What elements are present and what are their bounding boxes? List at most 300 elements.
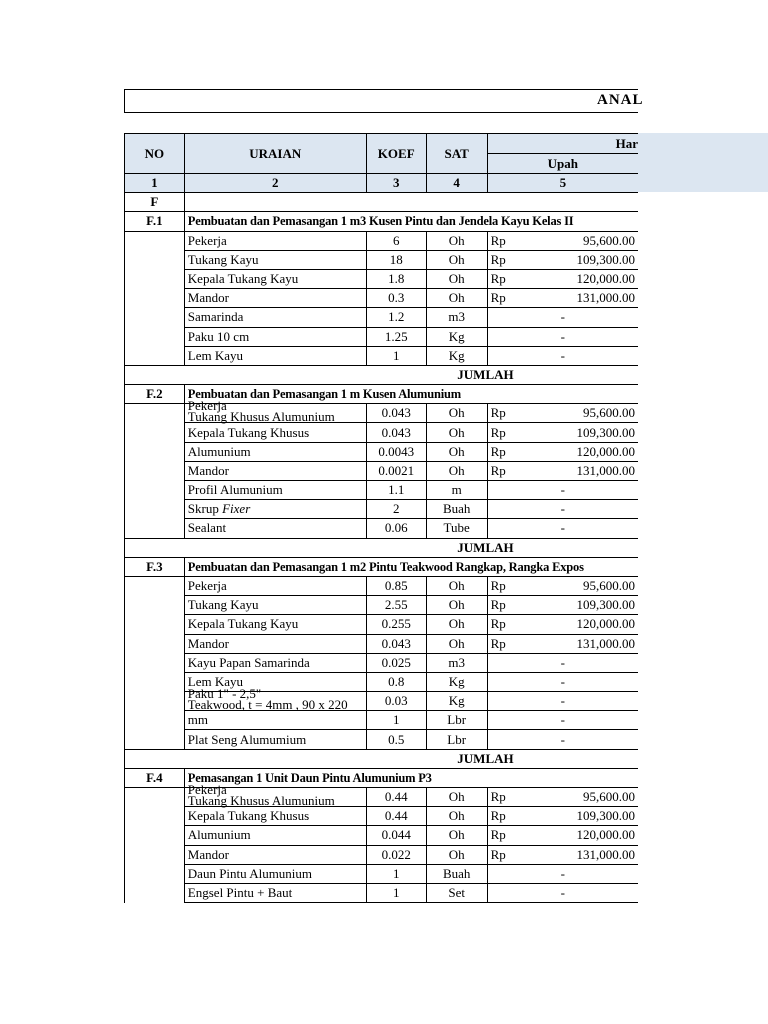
header-uraian: URAIAN bbox=[184, 134, 366, 174]
uraian-cell bbox=[184, 730, 366, 749]
currency-label: Rp bbox=[490, 789, 506, 805]
table-row bbox=[125, 788, 639, 807]
price-value: 109,300.00 bbox=[576, 597, 635, 613]
price-cell bbox=[487, 250, 638, 269]
sat-cell: Oh bbox=[426, 461, 487, 480]
price-wrap bbox=[491, 426, 635, 440]
price-cell bbox=[487, 672, 638, 691]
table-row bbox=[125, 289, 639, 308]
price-dash: - bbox=[560, 328, 565, 344]
no-cell-blank bbox=[125, 826, 185, 845]
price-wrap bbox=[491, 406, 635, 420]
uraian-cell bbox=[184, 346, 366, 365]
koef-cell: 1.8 bbox=[366, 269, 426, 288]
no-cell-blank bbox=[125, 634, 185, 653]
header-koef: KOEF bbox=[366, 134, 426, 174]
table-row bbox=[125, 576, 639, 595]
price-cell bbox=[487, 826, 638, 845]
uraian-cell bbox=[184, 596, 366, 615]
no-cell-blank bbox=[125, 883, 185, 902]
price-cell bbox=[487, 634, 638, 653]
uraian-cell bbox=[184, 864, 366, 883]
header-index-4: 4 bbox=[426, 174, 487, 193]
no-cell-blank bbox=[125, 596, 185, 615]
koef-cell: 0.255 bbox=[366, 615, 426, 634]
price-dash: - bbox=[560, 482, 565, 498]
uraian-text: Kepala Tukang Kayu bbox=[187, 271, 299, 287]
table-row bbox=[125, 596, 639, 615]
price-dash: - bbox=[560, 693, 565, 709]
table-row bbox=[125, 308, 639, 327]
uraian-text: Mandor bbox=[187, 846, 229, 862]
group-title-row bbox=[125, 212, 639, 231]
uraian-cell bbox=[184, 461, 366, 480]
uraian-text: Teakwood, t = 4mm , 90 x 220 bbox=[187, 697, 348, 713]
price-wrap bbox=[491, 809, 635, 823]
currency-label: Rp bbox=[490, 232, 506, 248]
koef-cell: 0.043 bbox=[366, 404, 426, 423]
uraian-cell bbox=[184, 883, 366, 902]
uraian-overflow-text: Pekerja bbox=[187, 782, 227, 797]
koef-cell: 1.1 bbox=[366, 481, 426, 500]
group-number: F.3 bbox=[125, 557, 185, 576]
koef-cell: 0.06 bbox=[366, 519, 426, 538]
table-row bbox=[125, 404, 639, 423]
price-cell bbox=[487, 730, 638, 749]
uraian-cell bbox=[184, 269, 366, 288]
no-cell-blank bbox=[125, 404, 185, 423]
sat-cell: m3 bbox=[426, 308, 487, 327]
koef-cell: 1.25 bbox=[366, 327, 426, 346]
currency-label: Rp bbox=[490, 405, 506, 421]
uraian-cell bbox=[184, 423, 366, 442]
uraian-italic-text: Fixer bbox=[222, 501, 251, 517]
currency-label: Rp bbox=[490, 271, 506, 287]
price-cell bbox=[487, 883, 638, 902]
sat-cell: Oh bbox=[426, 289, 487, 308]
uraian-text: Kayu Papan Samarinda bbox=[187, 654, 310, 670]
uraian-cell bbox=[184, 250, 366, 269]
koef-cell: 0.0021 bbox=[366, 461, 426, 480]
table-row bbox=[125, 231, 639, 250]
sat-cell: Oh bbox=[426, 250, 487, 269]
group-title: Pembuatan dan Pemasangan 1 m Kusen Alumunium bbox=[184, 385, 638, 404]
price-value: 95,600.00 bbox=[583, 405, 635, 421]
koef-cell: 2 bbox=[366, 500, 426, 519]
no-cell-blank bbox=[125, 346, 185, 365]
currency-label: Rp bbox=[490, 597, 506, 613]
table-row bbox=[125, 653, 639, 672]
table-row bbox=[125, 327, 639, 346]
title-box bbox=[124, 89, 644, 113]
group-title: Pembuatan dan Pemasangan 1 m2 Pintu Teakwood Rangkap, Rangka Expos bbox=[184, 557, 638, 576]
no-cell-blank bbox=[125, 519, 185, 538]
price-value: 131,000.00 bbox=[576, 635, 635, 651]
sat-cell: Oh bbox=[426, 807, 487, 826]
header-upah: Upah bbox=[487, 154, 638, 174]
koef-cell: 1 bbox=[366, 864, 426, 883]
table-row bbox=[125, 883, 639, 902]
price-dash: - bbox=[560, 520, 565, 536]
price-value: 120,000.00 bbox=[576, 616, 635, 632]
price-dash: - bbox=[560, 712, 565, 728]
header-fill-panel bbox=[638, 133, 768, 192]
price-dash: - bbox=[560, 865, 565, 881]
koef-cell: 0.44 bbox=[366, 788, 426, 807]
price-cell bbox=[487, 289, 638, 308]
uraian-text: Pekerja bbox=[187, 232, 227, 248]
table-row bbox=[125, 346, 639, 365]
price-cell bbox=[487, 481, 638, 500]
sat-cell: Oh bbox=[426, 231, 487, 250]
price-cell bbox=[487, 442, 638, 461]
koef-cell: 0.0043 bbox=[366, 442, 426, 461]
table-row bbox=[125, 634, 639, 653]
currency-label: Rp bbox=[490, 290, 506, 306]
sat-cell: Set bbox=[426, 883, 487, 902]
table-row bbox=[125, 500, 639, 519]
no-cell-blank bbox=[125, 845, 185, 864]
uraian-cell bbox=[184, 711, 366, 730]
uraian-text: Alumunium bbox=[187, 443, 251, 459]
header-index-5: 5 bbox=[487, 174, 638, 193]
uraian-cell bbox=[184, 442, 366, 461]
price-cell bbox=[487, 615, 638, 634]
group-number: F.2 bbox=[125, 385, 185, 404]
price-cell bbox=[487, 576, 638, 595]
currency-label: Rp bbox=[490, 443, 506, 459]
koef-cell: 0.85 bbox=[366, 576, 426, 595]
sat-cell: Lbr bbox=[426, 711, 487, 730]
table-row bbox=[125, 692, 639, 711]
table-row bbox=[125, 269, 639, 288]
price-wrap bbox=[491, 637, 635, 651]
koef-cell: 2.55 bbox=[366, 596, 426, 615]
section-blank bbox=[184, 193, 638, 212]
table-row bbox=[125, 826, 639, 845]
koef-cell: 0.025 bbox=[366, 653, 426, 672]
price-value: 131,000.00 bbox=[576, 846, 635, 862]
jumlah-blank bbox=[125, 749, 185, 768]
koef-cell: 1 bbox=[366, 883, 426, 902]
no-cell-blank bbox=[125, 615, 185, 634]
uraian-cell bbox=[184, 615, 366, 634]
uraian-cell bbox=[184, 289, 366, 308]
header-index-2: 2 bbox=[184, 174, 366, 193]
uraian-cell bbox=[184, 308, 366, 327]
uraian-text: Alumunium bbox=[187, 827, 251, 843]
sat-cell: Oh bbox=[426, 423, 487, 442]
price-wrap bbox=[491, 617, 635, 631]
jumlah-blank bbox=[125, 365, 185, 384]
sat-cell: Kg bbox=[426, 346, 487, 365]
sat-cell: Buah bbox=[426, 500, 487, 519]
no-cell-blank bbox=[125, 269, 185, 288]
uraian-cell bbox=[184, 634, 366, 653]
koef-cell: 0.3 bbox=[366, 289, 426, 308]
uraian-text: Pekerja bbox=[187, 578, 227, 594]
price-cell bbox=[487, 711, 638, 730]
price-wrap bbox=[491, 579, 635, 593]
no-cell-blank bbox=[125, 864, 185, 883]
price-cell bbox=[487, 308, 638, 327]
price-value: 131,000.00 bbox=[576, 290, 635, 306]
koef-cell: 18 bbox=[366, 250, 426, 269]
uraian-cell bbox=[184, 231, 366, 250]
sat-cell: m3 bbox=[426, 653, 487, 672]
price-wrap bbox=[491, 848, 635, 862]
price-value: 109,300.00 bbox=[576, 251, 635, 267]
uraian-text: Tukang Khusus Alumunium bbox=[187, 409, 335, 425]
uraian-cell bbox=[184, 807, 366, 826]
price-cell bbox=[487, 788, 638, 807]
no-cell-blank bbox=[125, 327, 185, 346]
sat-cell: Kg bbox=[426, 672, 487, 691]
price-cell bbox=[487, 864, 638, 883]
price-dash: - bbox=[560, 731, 565, 747]
koef-cell: 0.043 bbox=[366, 423, 426, 442]
no-cell-blank bbox=[125, 289, 185, 308]
price-wrap bbox=[491, 291, 635, 305]
currency-label: Rp bbox=[490, 616, 506, 632]
price-value: 95,600.00 bbox=[583, 789, 635, 805]
currency-label: Rp bbox=[490, 846, 506, 862]
no-cell-blank bbox=[125, 653, 185, 672]
uraian-overflow-text: Pekerja bbox=[187, 398, 227, 414]
sat-cell: Oh bbox=[426, 269, 487, 288]
price-cell bbox=[487, 327, 638, 346]
currency-label: Rp bbox=[490, 424, 506, 440]
price-dash: - bbox=[560, 885, 565, 901]
uraian-text: mm bbox=[187, 712, 209, 728]
table-row bbox=[125, 711, 639, 730]
price-cell bbox=[487, 269, 638, 288]
table-row bbox=[125, 845, 639, 864]
koef-cell: 0.03 bbox=[366, 692, 426, 711]
uraian-text: Mandor bbox=[187, 290, 229, 306]
price-wrap bbox=[491, 464, 635, 478]
table-row bbox=[125, 461, 639, 480]
price-cell bbox=[487, 519, 638, 538]
jumlah-label: JUMLAH bbox=[184, 538, 638, 557]
price-cell bbox=[487, 404, 638, 423]
price-wrap bbox=[491, 253, 635, 267]
price-value: 95,600.00 bbox=[583, 578, 635, 594]
uraian-text: Plat Seng Alumumium bbox=[187, 731, 307, 747]
koef-cell: 0.044 bbox=[366, 826, 426, 845]
price-cell bbox=[487, 500, 638, 519]
uraian-text: Samarinda bbox=[187, 309, 244, 325]
koef-cell: 1.2 bbox=[366, 308, 426, 327]
price-cell bbox=[487, 231, 638, 250]
uraian-text: Mandor bbox=[187, 635, 229, 651]
table-row bbox=[125, 423, 639, 442]
price-value: 109,300.00 bbox=[576, 424, 635, 440]
sat-cell: Oh bbox=[426, 826, 487, 845]
uraian-text: Tukang Kayu bbox=[187, 251, 259, 267]
price-dash: - bbox=[560, 347, 565, 363]
group-title: Pembuatan dan Pemasangan 1 m3 Kusen Pintu dan Jendela Kayu Kelas II bbox=[184, 212, 638, 231]
section-letter: F bbox=[125, 193, 185, 212]
group-number: F.1 bbox=[125, 212, 185, 231]
no-cell-blank bbox=[125, 308, 185, 327]
jumlah-row bbox=[125, 538, 639, 557]
price-value: 120,000.00 bbox=[576, 443, 635, 459]
page-title: ANAL bbox=[597, 92, 644, 108]
uraian-text: Mandor bbox=[187, 462, 229, 478]
koef-cell: 0.8 bbox=[366, 672, 426, 691]
uraian-text: Kepala Tukang Kayu bbox=[187, 616, 299, 632]
uraian-text: Tukang Kayu bbox=[187, 597, 259, 613]
table-row bbox=[125, 864, 639, 883]
jumlah-label: JUMLAH bbox=[184, 749, 638, 768]
uraian-text: Lem Kayu bbox=[187, 673, 244, 689]
uraian-text: Profil Alumunium bbox=[187, 482, 283, 498]
uraian-cell bbox=[184, 826, 366, 845]
header-index-1: 1 bbox=[125, 174, 185, 193]
uraian-text: Kepala Tukang Khusus bbox=[187, 424, 310, 440]
table-row bbox=[125, 481, 639, 500]
price-cell bbox=[487, 461, 638, 480]
table-row bbox=[125, 519, 639, 538]
uraian-cell bbox=[184, 327, 366, 346]
no-cell-blank bbox=[125, 730, 185, 749]
header-index-3: 3 bbox=[366, 174, 426, 193]
uraian-cell bbox=[184, 782, 366, 809]
currency-label: Rp bbox=[490, 251, 506, 267]
sat-cell: Oh bbox=[426, 615, 487, 634]
price-value: 109,300.00 bbox=[576, 808, 635, 824]
price-cell bbox=[487, 596, 638, 615]
uraian-text: Daun Pintu Alumunium bbox=[187, 865, 313, 881]
sat-cell: Oh bbox=[426, 404, 487, 423]
no-cell-blank bbox=[125, 807, 185, 826]
price-cell bbox=[487, 807, 638, 826]
uraian-cell bbox=[184, 481, 366, 500]
table-row bbox=[125, 250, 639, 269]
uraian-text: Kepala Tukang Khusus bbox=[187, 808, 310, 824]
jumlah-row bbox=[125, 749, 639, 768]
uraian-text: Lem Kayu bbox=[187, 347, 244, 363]
sat-cell: Kg bbox=[426, 692, 487, 711]
no-cell-blank bbox=[125, 576, 185, 595]
header-sat: SAT bbox=[426, 134, 487, 174]
koef-cell: 0.5 bbox=[366, 730, 426, 749]
price-value: 120,000.00 bbox=[576, 271, 635, 287]
header-harga: Har bbox=[487, 134, 638, 154]
koef-cell: 0.043 bbox=[366, 634, 426, 653]
koef-cell: 1 bbox=[366, 346, 426, 365]
price-wrap bbox=[491, 828, 635, 842]
uraian-cell bbox=[184, 653, 366, 672]
no-cell-blank bbox=[125, 692, 185, 711]
uraian-text: Tukang Khusus Alumunium bbox=[187, 793, 335, 809]
koef-cell: 0.022 bbox=[366, 845, 426, 864]
price-value: 95,600.00 bbox=[583, 232, 635, 248]
price-wrap bbox=[491, 790, 635, 804]
currency-label: Rp bbox=[490, 808, 506, 824]
no-cell-blank bbox=[125, 711, 185, 730]
uraian-text: Paku 10 cm bbox=[187, 328, 250, 344]
no-cell-blank bbox=[125, 500, 185, 519]
sat-cell: Oh bbox=[426, 634, 487, 653]
price-wrap bbox=[491, 445, 635, 459]
price-dash: - bbox=[560, 501, 565, 517]
analysis-table bbox=[124, 133, 638, 903]
currency-label: Rp bbox=[490, 578, 506, 594]
currency-label: Rp bbox=[490, 462, 506, 478]
table-row bbox=[125, 730, 639, 749]
sat-cell: Kg bbox=[426, 327, 487, 346]
no-cell-blank bbox=[125, 250, 185, 269]
no-cell-blank bbox=[125, 481, 185, 500]
koef-cell: 6 bbox=[366, 231, 426, 250]
jumlah-label: JUMLAH bbox=[184, 365, 638, 384]
header-no: NO bbox=[125, 134, 185, 174]
price-cell bbox=[487, 692, 638, 711]
price-dash: - bbox=[560, 309, 565, 325]
sat-cell: m bbox=[426, 481, 487, 500]
uraian-cell bbox=[184, 576, 366, 595]
uraian-cell bbox=[184, 500, 366, 519]
no-cell-blank bbox=[125, 231, 185, 250]
price-dash: - bbox=[560, 654, 565, 670]
price-wrap bbox=[491, 272, 635, 286]
price-dash: - bbox=[560, 673, 565, 689]
uraian-cell bbox=[184, 398, 366, 425]
price-cell bbox=[487, 423, 638, 442]
price-value: 131,000.00 bbox=[576, 462, 635, 478]
sat-cell: Buah bbox=[426, 864, 487, 883]
table-row bbox=[125, 442, 639, 461]
no-cell-blank bbox=[125, 672, 185, 691]
sat-cell: Tube bbox=[426, 519, 487, 538]
uraian-cell bbox=[184, 845, 366, 864]
uraian-text: Engsel Pintu + Baut bbox=[187, 885, 293, 901]
no-cell-blank bbox=[125, 423, 185, 442]
no-cell-blank bbox=[125, 788, 185, 807]
sat-cell: Oh bbox=[426, 845, 487, 864]
uraian-text: Skrup bbox=[187, 501, 219, 517]
table-row bbox=[125, 615, 639, 634]
sat-cell: Oh bbox=[426, 576, 487, 595]
currency-label: Rp bbox=[490, 827, 506, 843]
price-value: 120,000.00 bbox=[576, 827, 635, 843]
sat-cell: Oh bbox=[426, 596, 487, 615]
price-wrap bbox=[491, 234, 635, 248]
koef-cell: 0.44 bbox=[366, 807, 426, 826]
uraian-cell bbox=[184, 686, 366, 713]
price-cell bbox=[487, 845, 638, 864]
group-title-row bbox=[125, 557, 639, 576]
currency-label: Rp bbox=[490, 635, 506, 651]
no-cell-blank bbox=[125, 461, 185, 480]
price-cell bbox=[487, 346, 638, 365]
jumlah-blank bbox=[125, 538, 185, 557]
no-cell-blank bbox=[125, 442, 185, 461]
price-wrap bbox=[491, 598, 635, 612]
analysis-table-viewport bbox=[124, 133, 638, 947]
sat-cell: Oh bbox=[426, 442, 487, 461]
sat-cell: Lbr bbox=[426, 730, 487, 749]
koef-cell: 1 bbox=[366, 711, 426, 730]
jumlah-row bbox=[125, 365, 639, 384]
group-number: F.4 bbox=[125, 768, 185, 787]
uraian-overflow-text: Paku 1" - 2,5" bbox=[187, 686, 262, 702]
price-cell bbox=[487, 653, 638, 672]
sat-cell: Oh bbox=[426, 788, 487, 807]
uraian-text: Sealant bbox=[187, 520, 227, 536]
